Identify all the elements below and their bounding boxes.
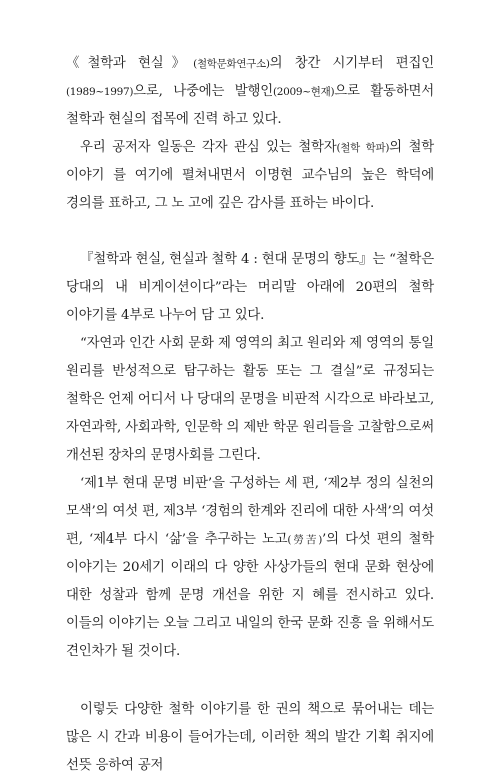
text-run: 나 당대의 문명을 비판적 시각으로 바라보고, 자연과학, 사회과학, 인문학 (66, 392, 435, 435)
text-run: ’의 다섯 편의 철학 이야기는 20세기 이래의 다 (66, 532, 435, 575)
text-run: “자연과 인간 사회 문화 제 영역의 최고 원리와 제 영역의 통일 원리를 (66, 336, 434, 379)
annotation-text: (철학 학파) (336, 142, 390, 154)
text-run: 고 있다. (217, 308, 265, 323)
body-paragraph (66, 470, 434, 666)
text-run: 으로, (133, 84, 163, 99)
paragraph-gap (66, 218, 434, 246)
annotation-text: (2009~현재) (272, 86, 335, 98)
text-run: 반성적으로 탐구하는 활동 또는 그 결실”로 규정되는 철학은 언제 어디서 (66, 364, 434, 407)
text-run: 을 위해서도 견인차가 될 것이다. (66, 616, 435, 659)
text-run: 《철학과 현실》 (66, 56, 194, 71)
text-run: 『철학과 현실, 현실과 철학 4 : 현대 문명의 향도』는 “철학은 당대의 내 (66, 252, 434, 295)
text-run: 으로 활동하면서 철학과 현실의 접목에 진력 (66, 84, 434, 127)
text-run: 간과 비용이 들어가는데, 이러한 책의 발간 기획 취지에 선뜻 응하여 공저 (66, 730, 434, 773)
text-run: 비게이션이다”라는 머리말 아래에 20편의 철학 이야기를 4부로 나누어 담 (66, 280, 435, 323)
body-paragraph (66, 696, 434, 780)
text-run: 하고 있다. (222, 112, 282, 127)
annotation-text: (勞苦) (287, 534, 323, 546)
text-run: 의 창간 시기부터 편집인 (269, 56, 434, 71)
text-run: 혜를 전시하고 있다. 이들의 이야기는 오늘 그리고 내일의 한국 문화 진흥 (66, 588, 434, 631)
annotation-text: (1989~1997) (66, 86, 134, 98)
text-run: ‘제1부 현대 문명 비판’을 구성하는 세 편, ‘제2부 정의 실천의 모색’의 (66, 476, 434, 519)
body-paragraph (66, 246, 434, 330)
text-run: 의 제반 학문 원리들을 고찰함으로써 개선된 장차의 문명사회를 그린다. (66, 420, 434, 463)
text-run: 를 여기에 펼쳐내면서 이명현 교수님의 높은 학덕에 경의를 표하고, 그 노 (66, 168, 434, 211)
paragraph-gap (66, 666, 434, 696)
annotation-text: (철학문화연구소) (193, 58, 270, 70)
text-run: 나중에는 발행인 (173, 84, 273, 99)
text-run: 우리 공저자 일동은 각자 관심 있는 철학자 (80, 140, 337, 155)
text-run: 고에 깊은 감사를 표하는 바이다. (188, 196, 375, 211)
text-run: ‘삶’을 추구하는 노고 (164, 532, 288, 547)
body-paragraph (66, 330, 434, 470)
text-run: 양한 사상가들의 현대 문화 현상에 대한 성찰과 함께 문명 개선을 위한 지 (66, 560, 434, 603)
body-paragraph (66, 134, 434, 218)
text-run: 의 철학 이야기 (66, 140, 434, 183)
text-run: 이렇듯 다양한 철학 이야기를 한 권의 책으로 묶어내는 데는 많은 시 (66, 702, 434, 745)
body-paragraph (66, 50, 434, 134)
text-run: 여섯 편, 제3부 ‘경험의 한계와 진리에 대한 사색’의 여섯 편, ‘제4부 다시 (66, 504, 434, 547)
